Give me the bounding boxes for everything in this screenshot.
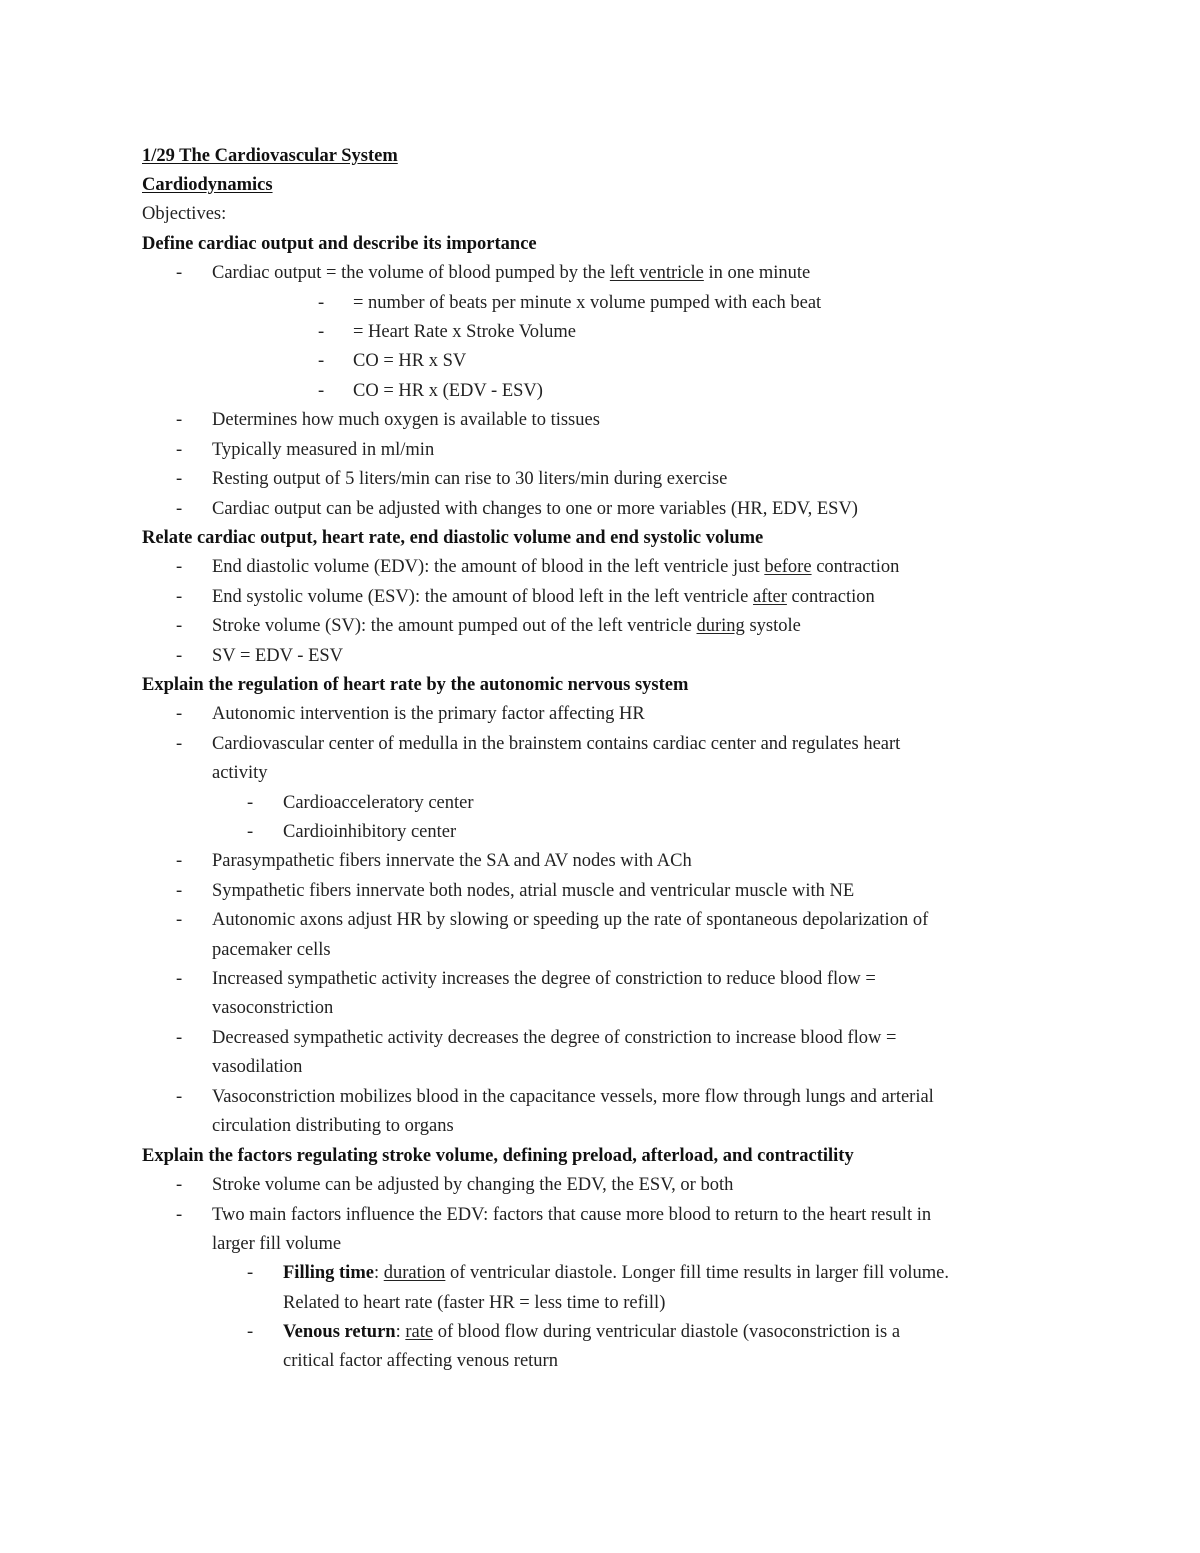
list-item-text: End diastolic volume (EDV): the amount of blood in the left ventricle just before contraction <box>212 557 900 577</box>
list-item-text: End systolic volume (ESV): the amount of blood left in the left ventricle after contraction <box>212 587 875 607</box>
bullet-dash: - <box>247 793 254 813</box>
bullet-dash: - <box>176 851 183 871</box>
underlined-term: before <box>764 557 812 577</box>
underlined-term: left ventricle <box>609 263 704 283</box>
list-item-text: CO = HR x (EDV - ESV) <box>353 381 543 401</box>
list-item-text: critical factor affecting venous return <box>283 1351 558 1371</box>
list-item-text: Cardiac output = the volume of blood pumped by the left ventricle in one minute <box>212 263 811 283</box>
bullet-dash: - <box>176 557 183 577</box>
list-item-text: Increased sympathetic activity increases the degree of constriction to reduce blood flow = <box>212 969 876 989</box>
underlined-term: after <box>753 587 787 607</box>
list-item-text: Autonomic axons adjust HR by slowing or speeding up the rate of spontaneous depolarization of <box>212 910 929 930</box>
bullet-dash: - <box>176 410 183 430</box>
list-item-text: Stroke volume (SV): the amount pumped out of the left ventricle during systole <box>212 616 801 636</box>
bullet-dash: - <box>247 822 254 842</box>
list-item-text: CO = HR x SV <box>353 351 467 371</box>
bullet-dash: - <box>176 881 183 901</box>
bullet-dash: - <box>176 1205 183 1225</box>
underlined-term: during <box>696 616 745 636</box>
section-heading: Relate cardiac output, heart rate, end diastolic volume and end systolic volume <box>142 528 764 548</box>
list-item-text: = number of beats per minute x volume pumped with each beat <box>353 293 822 313</box>
bullet-dash: - <box>318 322 325 342</box>
underlined-term: rate <box>405 1322 434 1342</box>
list-item-text: pacemaker cells <box>212 940 331 960</box>
objectives-label: Objectives: <box>142 204 227 224</box>
section-heading: Explain the regulation of heart rate by the autonomic nervous system <box>142 675 689 695</box>
list-item-text: vasoconstriction <box>212 998 334 1018</box>
list-item-text: vasodilation <box>212 1057 303 1077</box>
list-item-text: = Heart Rate x Stroke Volume <box>353 322 576 342</box>
bullet-dash: - <box>247 1263 254 1283</box>
list-item-text: Two main factors influence the EDV: factors that cause more blood to return to the heart result in <box>212 1205 932 1225</box>
bullet-dash: - <box>176 263 183 283</box>
list-item-text: Decreased sympathetic activity decreases the degree of constriction to increase blood flow = <box>212 1028 897 1048</box>
list-item-text: SV = EDV - ESV <box>212 646 344 666</box>
list-item-text: activity <box>212 763 268 783</box>
list-item-text: Venous return: rate of blood flow during ventricular diastole (vasoconstriction is a <box>283 1322 901 1342</box>
list-item-text: Typically measured in ml/min <box>212 440 435 460</box>
bullet-dash: - <box>176 499 183 519</box>
bullet-dash: - <box>176 587 183 607</box>
bullet-dash: - <box>176 1028 183 1048</box>
page-title: 1/29 The Cardiovascular System <box>142 146 398 166</box>
bullet-dash: - <box>176 910 183 930</box>
list-item-text: Cardioacceleratory center <box>283 793 474 813</box>
list-item-text: Filling time: duration of ventricular diastole. Longer fill time results in larger fill volume. <box>283 1263 950 1283</box>
list-item-text: Cardioinhibitory center <box>283 822 457 842</box>
list-item-text: Resting output of 5 liters/min can rise to 30 liters/min during exercise <box>212 469 728 489</box>
list-item-text: Determines how much oxygen is available to tissues <box>212 410 600 430</box>
bullet-dash: - <box>176 1087 183 1107</box>
list-item-text: Autonomic intervention is the primary factor affecting HR <box>212 704 645 724</box>
section-heading: Define cardiac output and describe its importance <box>142 234 537 254</box>
list-item-text: circulation distributing to organs <box>212 1116 454 1136</box>
bullet-dash: - <box>247 1322 254 1342</box>
underlined-term: duration <box>383 1263 446 1283</box>
bullet-dash: - <box>176 440 183 460</box>
bold-term: Venous return <box>283 1322 396 1342</box>
bullet-dash: - <box>176 704 183 724</box>
section-heading: Explain the factors regulating stroke volume, defining preload, afterload, and contractility <box>142 1146 854 1166</box>
bullet-dash: - <box>176 734 183 754</box>
list-item-text: Sympathetic fibers innervate both nodes, atrial muscle and ventricular muscle with NE <box>212 881 855 901</box>
bullet-dash: - <box>176 616 183 636</box>
bullet-dash: - <box>176 969 183 989</box>
bullet-dash: - <box>318 293 325 313</box>
bullet-dash: - <box>318 381 325 401</box>
page-subtitle: Cardiodynamics <box>142 175 273 195</box>
bullet-dash: - <box>176 646 183 666</box>
list-item-text: Related to heart rate (faster HR = less time to refill) <box>283 1293 666 1313</box>
list-item-text: Parasympathetic fibers innervate the SA and AV nodes with ACh <box>212 851 692 871</box>
bold-term: Filling time <box>283 1263 374 1283</box>
bullet-dash: - <box>318 351 325 371</box>
list-item-text: Stroke volume can be adjusted by changing the EDV, the ESV, or both <box>212 1175 734 1195</box>
list-item-text: larger fill volume <box>212 1234 342 1254</box>
bullet-dash: - <box>176 1175 183 1195</box>
list-item-text: Cardiovascular center of medulla in the brainstem contains cardiac center and regulates heart <box>212 734 901 754</box>
bullet-dash: - <box>176 469 183 489</box>
list-item-text: Vasoconstriction mobilizes blood in the capacitance vessels, more flow through lungs and arterial <box>212 1087 934 1107</box>
list-item-text: Cardiac output can be adjusted with changes to one or more variables (HR, EDV, ESV) <box>212 499 858 519</box>
